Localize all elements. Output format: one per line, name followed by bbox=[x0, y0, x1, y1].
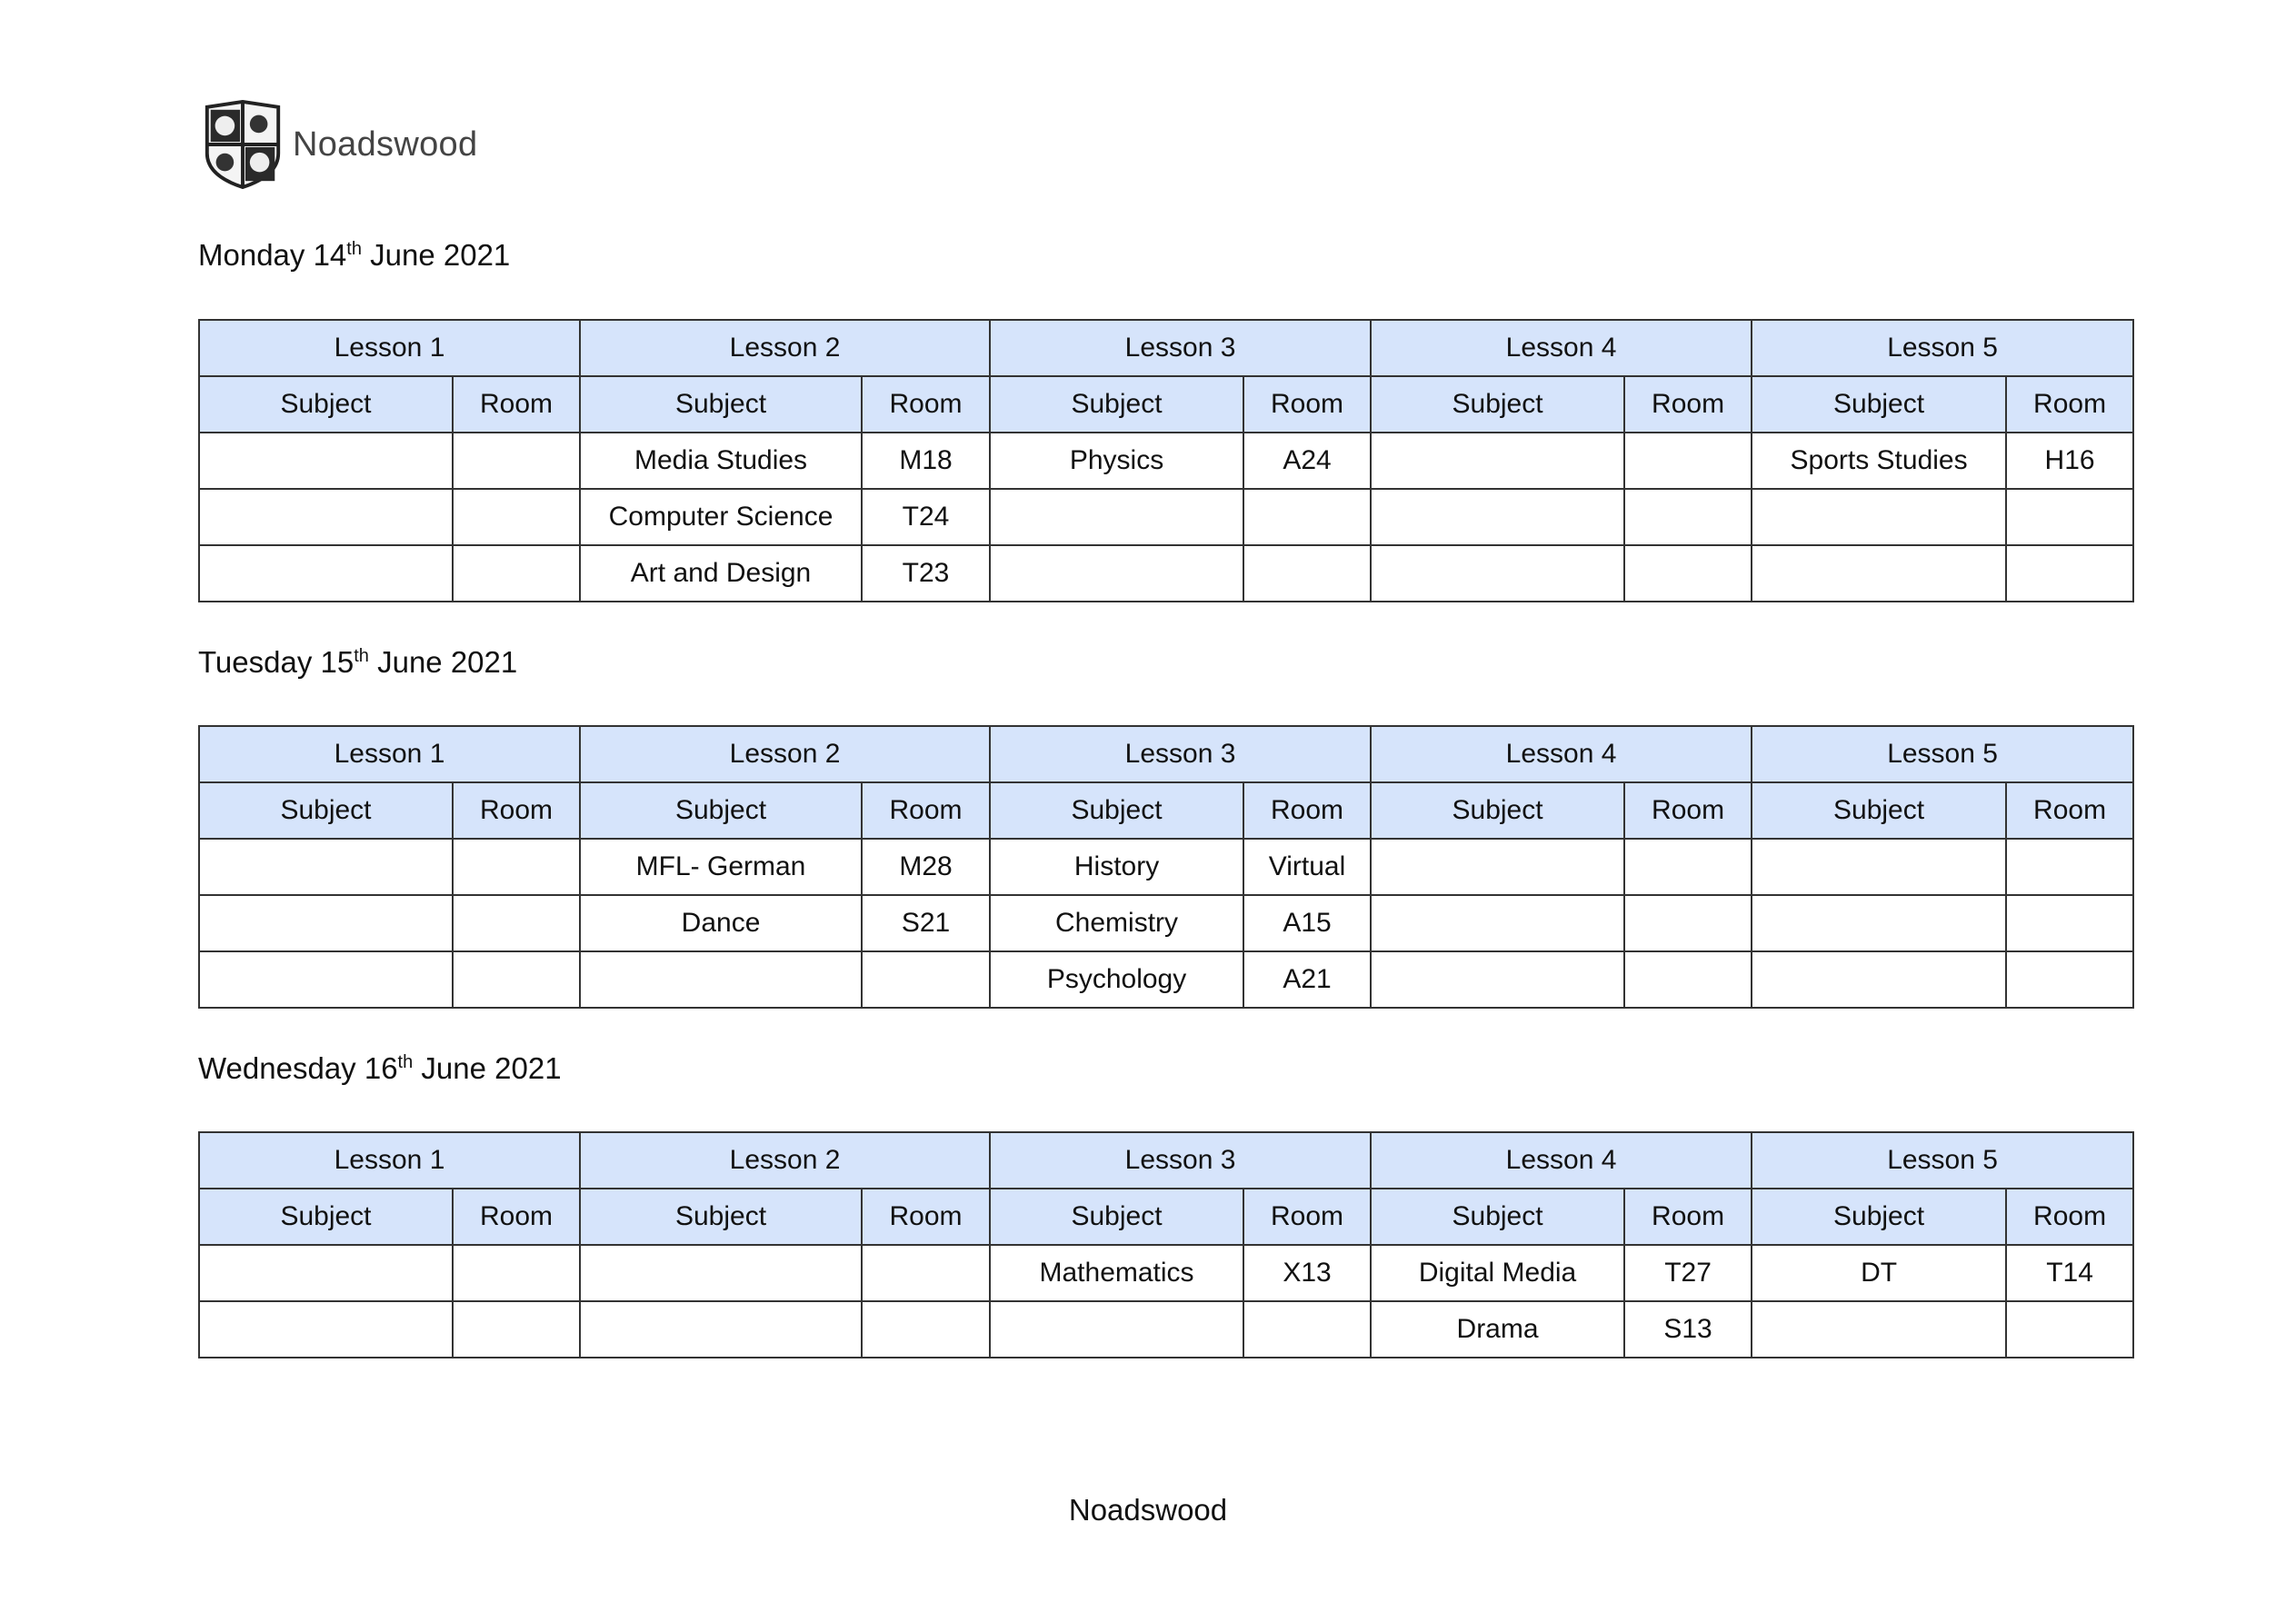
timetable-monday bbox=[198, 319, 2134, 602]
lesson-header: Lesson 3 bbox=[990, 320, 1371, 376]
cell: Physics bbox=[990, 433, 1243, 489]
day-heading-wednesday: Wednesday 16th June 2021 bbox=[198, 1051, 562, 1085]
subject-header: Subject bbox=[199, 782, 453, 839]
subject-header: Subject bbox=[580, 782, 862, 839]
school-logo bbox=[198, 100, 477, 189]
cell bbox=[199, 951, 453, 1008]
cell bbox=[199, 545, 453, 602]
lesson-header: Lesson 5 bbox=[1752, 726, 2133, 782]
lesson-header: Lesson 2 bbox=[580, 320, 990, 376]
cell: X13 bbox=[1243, 1245, 1371, 1301]
table-row bbox=[199, 433, 2133, 489]
lesson-header: Lesson 2 bbox=[580, 726, 990, 782]
cell: MFL- German bbox=[580, 839, 862, 895]
table-row bbox=[199, 1301, 2133, 1358]
cell bbox=[990, 1301, 1243, 1358]
cell bbox=[1243, 545, 1371, 602]
cell bbox=[580, 1301, 862, 1358]
cell bbox=[199, 1301, 453, 1358]
cell bbox=[862, 1245, 990, 1301]
cell bbox=[453, 545, 580, 602]
cell bbox=[580, 1245, 862, 1301]
room-header: Room bbox=[1243, 782, 1371, 839]
room-header: Room bbox=[453, 376, 580, 433]
cell bbox=[453, 951, 580, 1008]
cell bbox=[2006, 545, 2133, 602]
subject-header: Subject bbox=[580, 376, 862, 433]
cell: A24 bbox=[1243, 433, 1371, 489]
cell bbox=[453, 839, 580, 895]
subject-header: Subject bbox=[580, 1189, 862, 1245]
subject-header: Subject bbox=[199, 376, 453, 433]
cell bbox=[2006, 839, 2133, 895]
cell bbox=[1752, 545, 2006, 602]
cell bbox=[862, 1301, 990, 1358]
cell: Virtual bbox=[1243, 839, 1371, 895]
cell bbox=[1752, 895, 2006, 951]
cell bbox=[1624, 895, 1752, 951]
room-header: Room bbox=[2006, 782, 2133, 839]
table-row bbox=[199, 1245, 2133, 1301]
cell bbox=[580, 951, 862, 1008]
cell bbox=[1371, 951, 1624, 1008]
cell: T27 bbox=[1624, 1245, 1752, 1301]
cell: Psychology bbox=[990, 951, 1243, 1008]
cell: Media Studies bbox=[580, 433, 862, 489]
cell bbox=[453, 489, 580, 545]
lesson-header: Lesson 5 bbox=[1752, 1132, 2133, 1189]
cell: A21 bbox=[1243, 951, 1371, 1008]
cell: M18 bbox=[862, 433, 990, 489]
cell bbox=[199, 839, 453, 895]
room-header: Room bbox=[862, 1189, 990, 1245]
cell: Digital Media bbox=[1371, 1245, 1624, 1301]
lesson-header: Lesson 1 bbox=[199, 320, 580, 376]
lesson-header: Lesson 3 bbox=[990, 1132, 1371, 1189]
cell bbox=[1371, 839, 1624, 895]
timetable-tuesday bbox=[198, 725, 2134, 1009]
lesson-header: Lesson 3 bbox=[990, 726, 1371, 782]
cell bbox=[990, 489, 1243, 545]
cell bbox=[1624, 839, 1752, 895]
room-header: Room bbox=[862, 376, 990, 433]
table-row bbox=[199, 895, 2133, 951]
cell bbox=[453, 895, 580, 951]
cell bbox=[1371, 895, 1624, 951]
lesson-header: Lesson 4 bbox=[1371, 1132, 1752, 1189]
cell bbox=[453, 1245, 580, 1301]
cell: DT bbox=[1752, 1245, 2006, 1301]
cell bbox=[2006, 1301, 2133, 1358]
cell: Dance bbox=[580, 895, 862, 951]
cell: S13 bbox=[1624, 1301, 1752, 1358]
table-row bbox=[199, 489, 2133, 545]
table-row bbox=[199, 839, 2133, 895]
cell bbox=[2006, 489, 2133, 545]
table-row bbox=[199, 951, 2133, 1008]
cell bbox=[199, 489, 453, 545]
cell bbox=[1624, 433, 1752, 489]
lesson-header: Lesson 1 bbox=[199, 1132, 580, 1189]
cell bbox=[199, 1245, 453, 1301]
cell bbox=[1752, 1301, 2006, 1358]
subject-header: Subject bbox=[990, 376, 1243, 433]
lesson-header: Lesson 5 bbox=[1752, 320, 2133, 376]
timetable-wednesday bbox=[198, 1131, 2134, 1358]
cell bbox=[1752, 489, 2006, 545]
room-header: Room bbox=[1624, 1189, 1752, 1245]
cell: Drama bbox=[1371, 1301, 1624, 1358]
cell: Art and Design bbox=[580, 545, 862, 602]
subject-header: Subject bbox=[1371, 782, 1624, 839]
cell bbox=[1243, 1301, 1371, 1358]
crest-icon bbox=[198, 100, 287, 189]
subject-header: Subject bbox=[1371, 376, 1624, 433]
cell: Computer Science bbox=[580, 489, 862, 545]
day-heading-monday: Monday 14th June 2021 bbox=[198, 238, 511, 272]
cell: Mathematics bbox=[990, 1245, 1243, 1301]
room-header: Room bbox=[1243, 376, 1371, 433]
cell bbox=[1243, 489, 1371, 545]
cell bbox=[1624, 489, 1752, 545]
cell: T24 bbox=[862, 489, 990, 545]
room-header: Room bbox=[1243, 1189, 1371, 1245]
cell bbox=[990, 545, 1243, 602]
cell bbox=[1371, 433, 1624, 489]
cell bbox=[199, 895, 453, 951]
cell: T23 bbox=[862, 545, 990, 602]
subject-header: Subject bbox=[990, 1189, 1243, 1245]
room-header: Room bbox=[2006, 376, 2133, 433]
cell: Chemistry bbox=[990, 895, 1243, 951]
cell bbox=[453, 433, 580, 489]
lesson-header: Lesson 4 bbox=[1371, 320, 1752, 376]
cell bbox=[1752, 951, 2006, 1008]
cell: A15 bbox=[1243, 895, 1371, 951]
table-row bbox=[199, 545, 2133, 602]
cell: S21 bbox=[862, 895, 990, 951]
room-header: Room bbox=[1624, 376, 1752, 433]
room-header: Room bbox=[1624, 782, 1752, 839]
cell: History bbox=[990, 839, 1243, 895]
cell: T14 bbox=[2006, 1245, 2133, 1301]
page-footer: Noadswood bbox=[1068, 1493, 1228, 1527]
room-header: Room bbox=[862, 782, 990, 839]
subject-header: Subject bbox=[1371, 1189, 1624, 1245]
day-heading-tuesday: Tuesday 15th June 2021 bbox=[198, 645, 518, 679]
subject-header: Subject bbox=[990, 782, 1243, 839]
room-header: Room bbox=[2006, 1189, 2133, 1245]
cell bbox=[2006, 951, 2133, 1008]
cell bbox=[199, 433, 453, 489]
cell bbox=[1752, 839, 2006, 895]
cell: Sports Studies bbox=[1752, 433, 2006, 489]
cell bbox=[1624, 951, 1752, 1008]
cell bbox=[1371, 489, 1624, 545]
cell bbox=[453, 1301, 580, 1358]
cell bbox=[1371, 545, 1624, 602]
cell bbox=[1624, 545, 1752, 602]
lesson-header: Lesson 1 bbox=[199, 726, 580, 782]
subject-header: Subject bbox=[199, 1189, 453, 1245]
room-header: Room bbox=[453, 1189, 580, 1245]
brand-name: Noadswood bbox=[293, 124, 478, 164]
room-header: Room bbox=[453, 782, 580, 839]
lesson-header: Lesson 4 bbox=[1371, 726, 1752, 782]
cell: H16 bbox=[2006, 433, 2133, 489]
subject-header: Subject bbox=[1752, 782, 2006, 839]
lesson-header: Lesson 2 bbox=[580, 1132, 990, 1189]
subject-header: Subject bbox=[1752, 1189, 2006, 1245]
cell: M28 bbox=[862, 839, 990, 895]
cell bbox=[2006, 895, 2133, 951]
cell bbox=[862, 951, 990, 1008]
subject-header: Subject bbox=[1752, 376, 2006, 433]
